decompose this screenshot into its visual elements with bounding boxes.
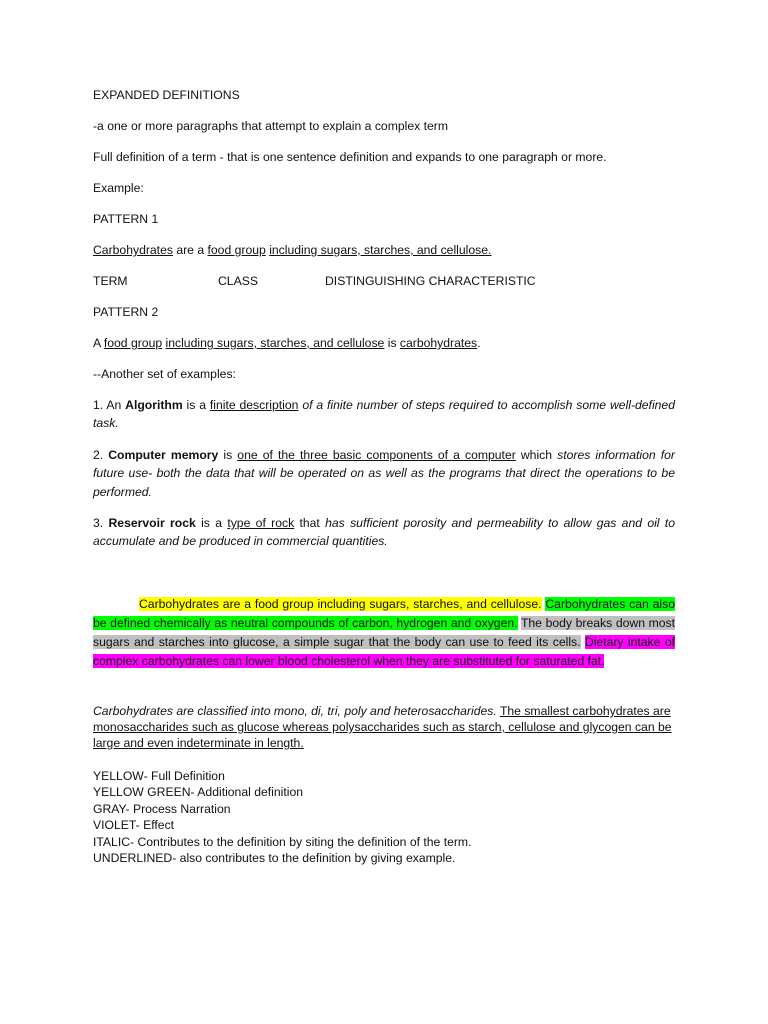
full-definition-highlight: Carbohydrates are a food group including sugars, starches, and cellulose. bbox=[139, 597, 542, 611]
legend-item-yellow-green: YELLOW GREEN- Additional definition bbox=[93, 785, 303, 800]
example-1-class: finite description bbox=[209, 398, 299, 412]
example-3-term: Reservoir rock bbox=[108, 516, 196, 530]
example-2-characteristic: stores information for future use- both the data that will be operated on as well as the programs that direct the operations to be performed. bbox=[93, 448, 675, 499]
document-title: EXPANDED DEFINITIONS bbox=[93, 88, 240, 102]
example-3-characteristic: has sufficient porosity and permeability to allow gas and oil to accumulate and be produced in commercial quantities. bbox=[93, 516, 675, 549]
pattern-1-label: PATTERN 1 bbox=[93, 212, 159, 226]
classification-example: The smallest carbohydrates are monosaccharides such as glucose whereas polysaccharides such as starch, cellulose and glycogen can be large and even indeterminate in length. bbox=[93, 704, 672, 750]
pattern-2-sentence: A food group including sugars, starches, and cellulose is carbohydrates. bbox=[93, 336, 481, 350]
pattern-1-connector: are a bbox=[172, 243, 208, 257]
legend-item-gray: GRAY- Process Narration bbox=[93, 801, 231, 816]
legend-item-yellow: YELLOW- Full Definition bbox=[93, 769, 225, 783]
example-1: 1. An Algorithm is a finite description of a finite number of steps required to accomplish some well-defined task. bbox=[93, 398, 675, 431]
example-label: Example: bbox=[93, 181, 144, 195]
classification-paragraph bbox=[93, 703, 675, 751]
pattern-1-class: food group bbox=[207, 243, 266, 257]
example-1-term: Algorithm bbox=[125, 398, 183, 412]
pattern-2-distinguishing: including sugars, starches, and cellulose bbox=[165, 336, 385, 350]
pattern-1-term: Carbohydrates bbox=[93, 243, 173, 257]
legend-item-underlined: UNDERLINED- also contributes to the definition by giving example. bbox=[93, 851, 456, 866]
intro-line-1: -a one or more paragraphs that attempt to explain a complex term bbox=[93, 119, 448, 133]
effect-highlight: Dietary intake of complex carbohydrates can lower blood cholesterol when they are substituted for saturated fat. bbox=[93, 635, 675, 668]
process-narration-highlight: The body breaks down most sugars and starches into glucose, a simple sugar that the body can use to feed its cells. bbox=[93, 616, 676, 649]
header-term: TERM bbox=[93, 274, 128, 288]
legend-item-italic: ITALIC- Contributes to the definition by siting the definition of the term. bbox=[93, 834, 472, 849]
term-class-header-row bbox=[93, 272, 675, 290]
pattern-2-label: PATTERN 2 bbox=[93, 305, 159, 319]
header-class: CLASS bbox=[218, 274, 258, 288]
example-3-class: type of rock bbox=[227, 516, 295, 530]
highlighted-paragraph bbox=[93, 595, 675, 671]
pattern-1-distinguishing: including sugars, starches, and cellulose. bbox=[269, 243, 492, 257]
another-set-label: --Another set of examples: bbox=[93, 367, 236, 381]
pattern-2-term: carbohydrates bbox=[399, 336, 478, 350]
additional-definition-highlight: Carbohydrates can also be defined chemically as neutral compounds of carbon, hydrogen and oxygen. bbox=[93, 597, 675, 630]
example-3: 3. Reservoir rock is a type of rock that has sufficient porosity and permeability to allow gas and oil to accumulate and be produced in commercial quantities. bbox=[93, 516, 675, 549]
example-2: 2. Computer memory is one of the three basic components of a computer which stores information for future use- both the data that will be operated on as well as the programs that direct the operations to be performed. bbox=[93, 448, 675, 499]
legend-item-violet: VIOLET- Effect bbox=[93, 818, 175, 833]
pattern-2-class: food group bbox=[103, 336, 163, 350]
header-distinguishing: DISTINGUISHING CHARACTERISTIC bbox=[325, 274, 536, 288]
example-2-term: Computer memory bbox=[108, 448, 219, 462]
classification-italic: Carbohydrates are classified into mono, di, tri, poly and heterosaccharides. bbox=[93, 704, 497, 718]
pattern-1-sentence bbox=[93, 241, 675, 259]
color-legend bbox=[93, 768, 675, 866]
example-2-class: one of the three basic components of a computer bbox=[237, 448, 516, 462]
example-1-characteristic: of a finite number of steps required to accomplish some well-defined task. bbox=[93, 398, 675, 431]
intro-line-2: Full definition of a term - that is one sentence definition and expands to one paragraph or more. bbox=[93, 150, 607, 164]
